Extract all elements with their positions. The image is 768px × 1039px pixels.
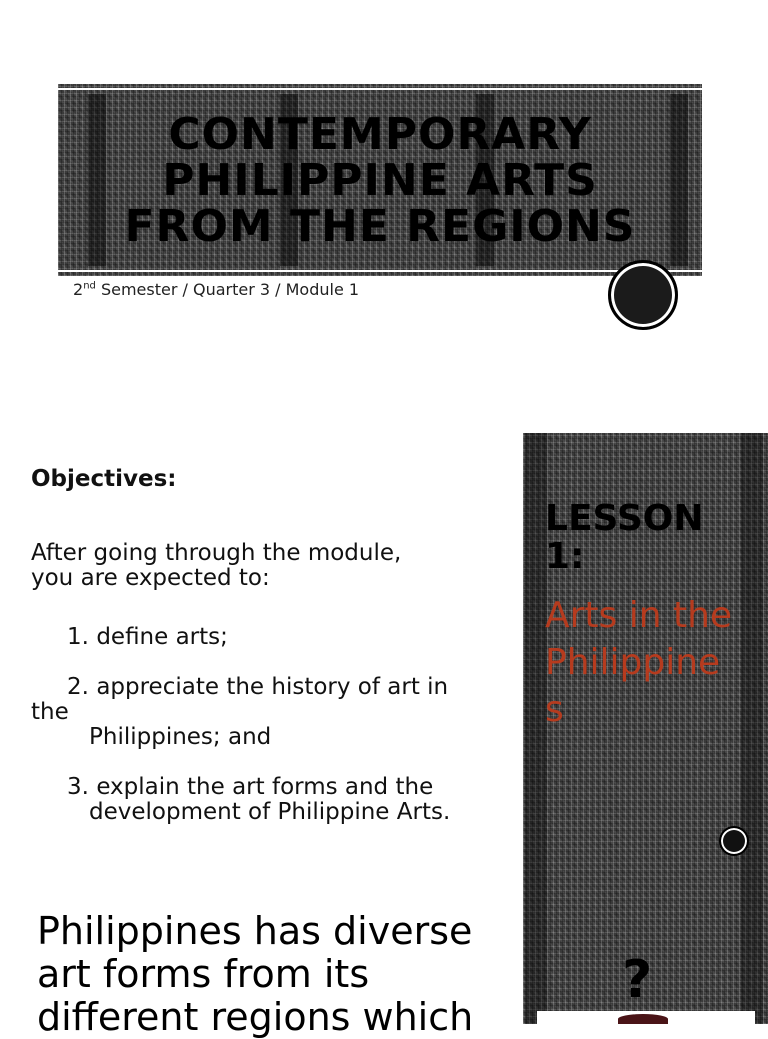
- objective-number: 1.: [67, 624, 89, 650]
- body-line: Philippines has diverse: [37, 909, 473, 953]
- objectives-intro: [31, 541, 511, 591]
- objective-text: explain the art forms and the: [96, 774, 434, 800]
- banner-top-rule: [58, 88, 702, 90]
- objective-number: 2.: [67, 674, 89, 700]
- intro-line: After going through the module,: [31, 540, 402, 566]
- objective-text: development of Philippine Arts.: [89, 799, 451, 825]
- title-slide: [0, 0, 768, 330]
- subtitle-ordinal: 2: [73, 280, 84, 299]
- subtitle-text: Semester / Quarter 3 / Module 1: [95, 280, 360, 299]
- lesson-label: [545, 500, 755, 576]
- objective-text: define arts;: [96, 624, 228, 650]
- objective-text: appreciate the history of art in: [96, 674, 449, 700]
- objective-item: [31, 775, 511, 825]
- panel-band: [525, 433, 547, 1024]
- intro-line: you are expected to:: [31, 565, 270, 591]
- body-line: different regions which: [37, 995, 474, 1039]
- body-text: [37, 910, 507, 1039]
- slide-subtitle: [73, 280, 359, 299]
- objective-text: the: [31, 699, 69, 725]
- lesson-title-line: Philippine: [545, 642, 721, 683]
- decorative-disc-icon: [719, 826, 749, 856]
- objective-number: 3.: [67, 774, 89, 800]
- objective-item: [31, 625, 511, 650]
- lesson-title-line: Arts in the: [545, 595, 733, 636]
- objective-text: Philippines; and: [89, 724, 272, 750]
- objective-item: [31, 675, 511, 750]
- title-line: CONTEMPORARY: [168, 109, 592, 160]
- lesson-label-line: 1:: [545, 536, 585, 577]
- question-mark: ?: [622, 950, 653, 1010]
- objectives-heading: Objectives:: [31, 466, 177, 492]
- lesson-label-line: LESSON: [545, 498, 704, 539]
- banner-bottom-rule: [58, 270, 702, 272]
- thinking-figure-icon: [618, 1014, 668, 1024]
- title-line: PHILIPPINE ARTS: [162, 155, 598, 206]
- lesson-title-line: s: [545, 689, 564, 730]
- decorative-disc-icon: [608, 260, 678, 330]
- subtitle-ordinal-suffix: nd: [83, 280, 96, 292]
- title-line: FROM THE REGIONS: [124, 201, 636, 252]
- slide-title: [58, 109, 702, 252]
- body-line: art forms from its: [37, 952, 370, 996]
- lesson-title: [545, 592, 765, 733]
